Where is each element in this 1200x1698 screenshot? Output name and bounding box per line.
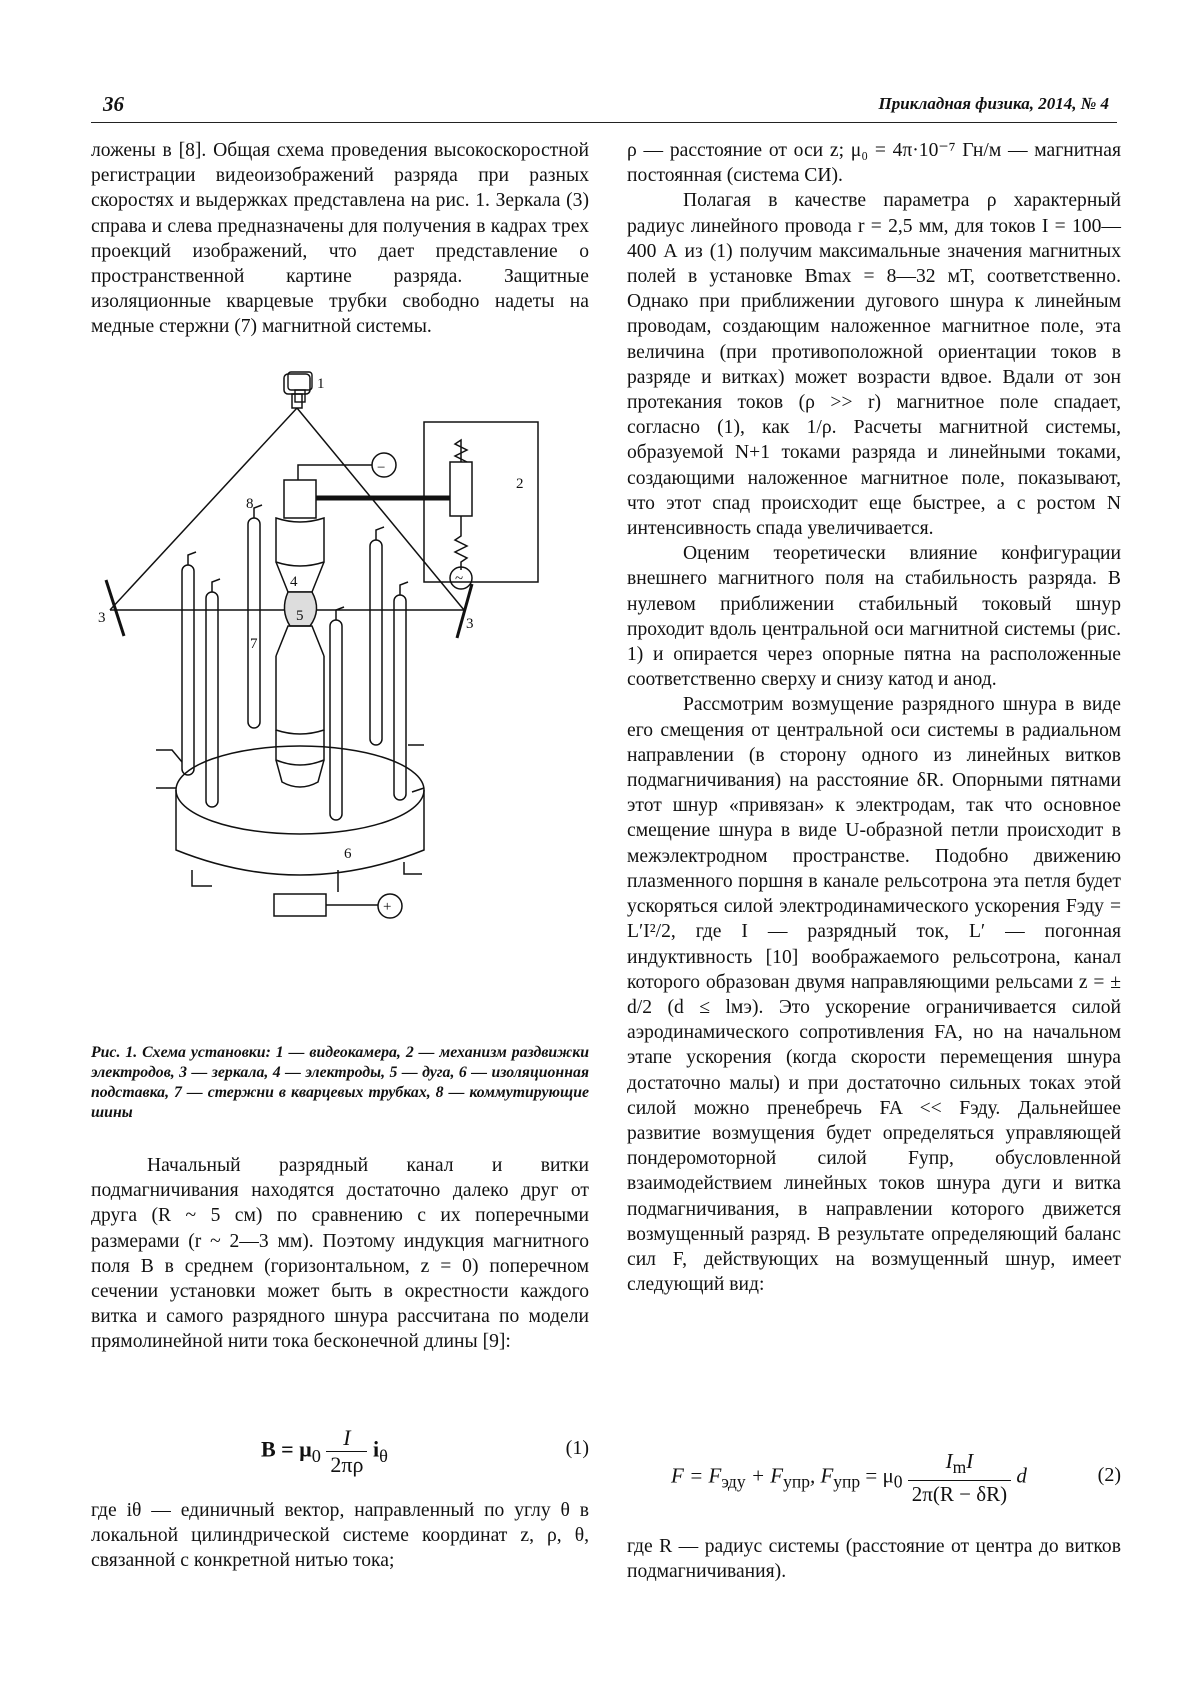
journal-title: Прикладная физика, 2014, № 4 <box>878 94 1109 113</box>
equation-1 <box>91 1415 589 1485</box>
figure-caption: Рис. 1. Схема установки: 1 — видеокамера, 2 — механизм раздвижки электродов, 3 — зеркала, 4 — электроды, 5 — дуга, 6 — изоляционная подставка, 7 — стержни в кварцевых трубках, 8 — коммутирующие шины <box>91 1044 589 1121</box>
camera-lens <box>295 390 305 402</box>
label-2: 2 <box>516 476 524 492</box>
right-paragraph-5: где R — радиус системы (расстояние от центра до витков подмагничивания). <box>627 1536 1121 1583</box>
figure-1 <box>98 376 582 1025</box>
left-paragraph-2: Начальный разрядный канал и витки подмагничивания находятся достаточно далеко друг от друга (R ~ 5 см) по сравнению с их поперечными размерами (r ~ 2—3 мм). Поэтому индукция магнитного поля B в среднем (горизонтальном, z = 0) поперечном сечении установки может быть в окрестности каждого витка и самого разрядного шнура рассчитана по модели прямолинейной нити тока бесконечной длины [9]: <box>91 1155 589 1353</box>
base-top <box>176 746 424 834</box>
label-8: 8 <box>246 496 254 512</box>
ac-source-sign: ~ <box>455 571 464 587</box>
equation-2-number: (2) <box>1097 1464 1121 1486</box>
left-paragraph-3: где iθ — единичный вектор, направленный по углу θ в локальной цилиндрической системе координат z, ρ, θ, связанной с конкретной нитью тока; <box>91 1500 589 1572</box>
right-paragraph-4: Рассмотрим возмущение разрядного шнура в виде его смещения от центральной оси системы в радиальном направлении (в сторону одного из линейных витков подмагничивания) на расстояние δR. Опорными пятнами этот шнур «привязан» к электродам, так что основное смещение шнура в виде U-образной петли происходит в межэлектродном пространстве. Подобно движению плазменного поршня в канале рельсотрона эта петля будет ускоряться силой электродинамического ускорения Fэду = L′I²/2, где I — разрядный ток, L′ — погонная индуктивность [10] воображаемого рельсотрона, канал которого образован двумя направляющими рельсами z = ± d/2 (d ≤ lмэ). Это ускорение ограничивается силой аэродинамического сопротивления FA, но на начальном этапе ускорения (когда скорости перемещения шнура достаточно малы) и при достаточно сильных токах этой силой можно пренебречь FA << Fэду. Дальнейшее развитие возмущения будет определяться управляющей пондеромоторной силой Fупр, обусловленной взаимодействием линейных токов шнура дуги и витка подмагничивания, в направлении которого движется возмущенный разряд. В результате определяющий баланс сил F, действующих на возмущенный шнур, имеет следующий вид: <box>627 694 1121 1296</box>
mechanism-box <box>424 422 538 582</box>
label-6: 6 <box>344 846 352 862</box>
left-column-end <box>91 1498 589 1574</box>
label-4: 4 <box>290 574 298 590</box>
plus-sign: + <box>383 899 392 915</box>
label-1: 1 <box>317 376 325 392</box>
label-3-right: 3 <box>466 616 474 632</box>
minus-sign: − <box>377 460 386 476</box>
rods <box>182 518 406 820</box>
right-paragraph-3: Оценим теоретически влияние конфигурации внешнего магнитного поля на стабильность разряда. В нулевом приближении стабильный токовый шнур проходит вдоль центральной оси магнитной системы (рис. 1) и опирается через опорные пятна на расположенные соответственно сверху и снизу катод и анод. <box>627 543 1121 691</box>
left-column-top <box>91 138 589 340</box>
equation-2-fraction: $\frac{I_mI}{2\pi(R - \delta R)}$ <box>908 1448 1011 1507</box>
page-number: 36 <box>103 92 124 116</box>
label-7: 7 <box>250 636 258 652</box>
electrode-lower <box>276 626 324 656</box>
setup-diagram <box>98 376 582 1025</box>
mirror-left <box>106 580 124 636</box>
left-column-bottom <box>91 1153 589 1355</box>
equation-1-fraction: $\frac{I}{2\pi\rho}$ <box>326 1425 367 1478</box>
equation-1-number: (1) <box>565 1437 589 1459</box>
equation-1-formula: $B = \mu_0$ $\frac{I}{2\pi\rho}$ $i_\theta$ <box>261 1425 388 1477</box>
label-3-left: 3 <box>98 610 106 626</box>
equation-2-formula: $F = F_{эду} + F_{упр}$, $F_{упр} = \mu_0$ $\frac{I_mI}{2\pi(R - \delta R)}$ d <box>671 1449 1027 1507</box>
page-header <box>91 86 1117 123</box>
right-paragraph-1: ρ — расстояние от оси z; μ₀ = 4π·10⁻⁷ Гн/м — магнитная постоянная (система СИ). <box>627 140 1121 187</box>
electrode-upper <box>284 480 316 518</box>
right-column-end <box>627 1534 1121 1584</box>
label-5: 5 <box>296 608 304 624</box>
left-paragraph-1: ложены в [8]. Общая схема проведения высокоскоростной регистрации видеоизображений разряда при разных скоростях и выдержках представлена на рис. 1. Зеркала (3) справа и слева предназначены для получения в кадрах трех проекций изображений, что дает представление о пространственной картине разряда. Защитные изоляционные кварцевые трубки свободно надеты на медные стержни (7) магнитной системы. <box>91 140 589 338</box>
right-column <box>627 138 1121 1297</box>
right-paragraph-2: Полагая в качестве параметра ρ характерный радиус линейного провода r = 2,5 мм, для токов I = 100—400 А из (1) получим максимальные значения магнитных полей в установке Bmax = 8—32 мТ, соответственно. Однако при приближении дугового шнура к линейным проводам, создающим наложенное магнитное поле, эта величина (при противоположной ориентации токов в разряде и витках) может возрасти вдвое. Вдали от зон протекания токов (ρ >> r) магнитное поле спадает, согласно (1), как 1/ρ. Расчеты магнитной системы, образуемой N+1 токами разряда и линейными токами, создающими наложенное магнитное поле, показывают, что этот спад происходит еще быстрее, а с ростом N интенсивность спада увеличивается. <box>627 190 1121 540</box>
equation-2 <box>627 1442 1121 1516</box>
